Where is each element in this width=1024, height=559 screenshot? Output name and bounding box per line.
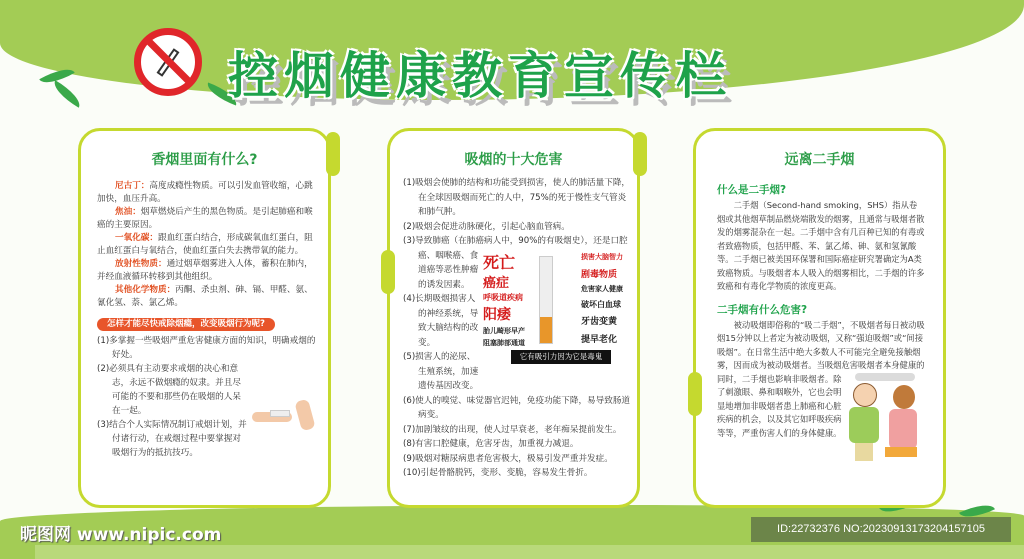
section-heading: 什么是二手烟? [717,184,787,196]
harm-label: 死亡 [483,253,516,272]
panel-knob [381,250,395,294]
harm-label: 牙齿变黄 [581,317,618,327]
panel-knob [688,372,702,416]
list-item [97,206,319,232]
harm-label: 危害家人健康 [581,285,623,293]
list-item: (8)有害口腔健康，危害牙齿，加重视力减退。 [403,439,579,449]
footer-stripe [35,545,1024,559]
watermark-logo: 昵图网 www.nipic.com [20,525,222,545]
image-id-label: ID:22732376 NO:20230913173204157105 [751,517,1011,542]
panel-knob [633,132,647,176]
harm-label: 阳痿 [483,307,511,323]
quit-tips [97,334,319,460]
harm-label: 破坏白血球 [581,300,621,309]
item-text: 烟草燃烧后产生的黑色物质。是引起肺癌和喉癌的主要原因。 [97,207,313,230]
smokers-illustration [845,373,925,468]
section-heading: 二手烟有什么危害? [717,303,808,316]
list-item: (9)吸烟对糖尿病患者危害极大，极易引发严重并发症。 [403,453,613,464]
list-item [97,232,319,258]
cigarette-harms-infographic [483,250,633,368]
cigarette-icon [539,256,553,344]
harm-label: 胎儿畸形早产 [483,327,525,335]
item-text: 跟血红蛋白结合，形成碳氧血红蛋白，阻止血红蛋白与氧结合，使血红蛋白失去携带氧的能力。 [97,233,313,256]
panel-title: 远离二手烟 [784,152,855,168]
question-banner: 怎样才能尽快戒除烟瘾，改变吸烟行为呢? [97,318,275,331]
second-hand-smoke-text [717,182,925,468]
harm-label: 提早老化 [581,335,618,345]
page-title: 控烟健康教育宣传栏 [228,47,732,105]
item-text: 通过烟草烟雾进入人体，蓄积在肺内，并经血液循环转移到其他组织。 [97,259,313,282]
list-item: (6)使人的嗅觉、味觉器官迟钝，免疫功能下降，易导致肠道病变。 [403,395,631,420]
leaf-icon [49,80,84,107]
section-text: 二手烟（Second-hand smoking，SHS）指从卷烟或其他烟草制品燃烧端散发的烟雾，且通常与吸烟者散发的烟雾混杂在一起。二手烟中含有几百种已知的有毒或者致癌物质，包括甲醛、苯、氯乙烯、砷、氨和氢氰酸等。二手烟已被美国环保署和国际癌症研究署确定为A类致癌物质。与吸烟者本人吸入的烟雾相比，二手烟的许多致癌和有毒化学物质的浓度更高。 [717,200,925,291]
panel-title: 香烟里面有什么? [151,152,258,168]
list-item [97,258,319,284]
list-item: (1)多掌握一些吸烟严重危害健康方面的知识，明确戒烟的好处。 [97,336,316,360]
list-item: (3)导致肺癌（在肺癌病人中，90%的有吸烟史），还是口腔癌、咽喉癌、食道癌等恶性肿瘤的诱发因素。 [403,236,628,290]
section-text-body: 被动吸烟即俗称的“吸二手烟”，不吸烟者每日被动吸烟15分钟以上者定为被动吸烟，又称“强迫吸烟”或“间接吸烟”。在日常生活中绝大多数人不可能完全避免接触烟雾，因而成为被动吸烟者。当吸烟危害吸烟者本身健康的同时，二手烟也影响非吸烟者。除了刺激眼、鼻和咽喉外，它也会明显地增加非吸烟者患上肺癌和心脏疾病的机会，以及其它如呼吸疾病等等，严重伤害人们的身体健康。 [717,319,925,438]
infographic-wrapper [483,250,633,372]
list-item: (5)损害人的泌尿、生殖系统，加速遗传基因改变。 [403,352,479,391]
list-item: (1)吸烟会使肺的结构和功能受到损害，使人的肺活量下降，在全球因吸烟而死亡的人中，75%的死于慢性支气管炎和肺气肿。 [403,178,631,217]
list-item [97,284,319,310]
panel-title: 吸烟的十大危害 [464,152,563,168]
list-item: (2)必须具有主动要求戒烟的决心和意志，永远不做烟瘾的奴隶。并且尽可能的不要和那些仍在吸烟的人呆在一起。 [97,364,241,416]
list-item: (3)结合个人实际情况制订戒烟计划，并付诸行动，在戒烟过程中要掌握对吸烟行为的抵抗技巧。 [97,420,247,458]
item-key: 焦油： [115,207,141,217]
harm-label: 阻塞肺部通道 [483,339,525,347]
harm-label: 呼吸道疾病 [483,293,523,302]
infographic-caption: 它有吸引力因为它是毒鬼 [511,350,611,364]
list-item [97,180,319,206]
harms-list [403,176,633,481]
list-item: (10)引起骨骼脱钙，变形、变脆，容易发生骨折。 [403,468,593,478]
harm-label: 损害大脑智力 [581,253,623,261]
item-text: 高度成瘾性物质。可以引发血管收缩，心跳加快，血压升高。 [97,181,313,204]
no-smoking-icon [134,28,202,96]
item-key: 其他化学物质： [115,285,176,295]
list-item: (7)加剧皱纹的出现，使人过早衰老，老年痴呆提前发生。 [403,424,622,435]
panel-knob [326,132,340,176]
section-text [717,319,925,441]
item-key: 一氧化碳： [115,233,158,243]
harm-label: 癌症 [483,276,510,291]
list-item: (4)长期吸烟损害人的神经系统，导致大脑结构的改变。 [403,294,479,348]
list-item: (2)吸烟会促进动脉硬化，引起心脑血管病。 [403,221,570,232]
item-key: 尼古丁： [115,181,150,191]
item-key: 放射性物质： [115,259,167,269]
item-text: 丙酮、杀虫剂、砷、镉、甲醛、氨、氰化氢、萘、氯乙烯。 [97,285,313,308]
harm-label: 剧毒物质 [581,270,618,280]
